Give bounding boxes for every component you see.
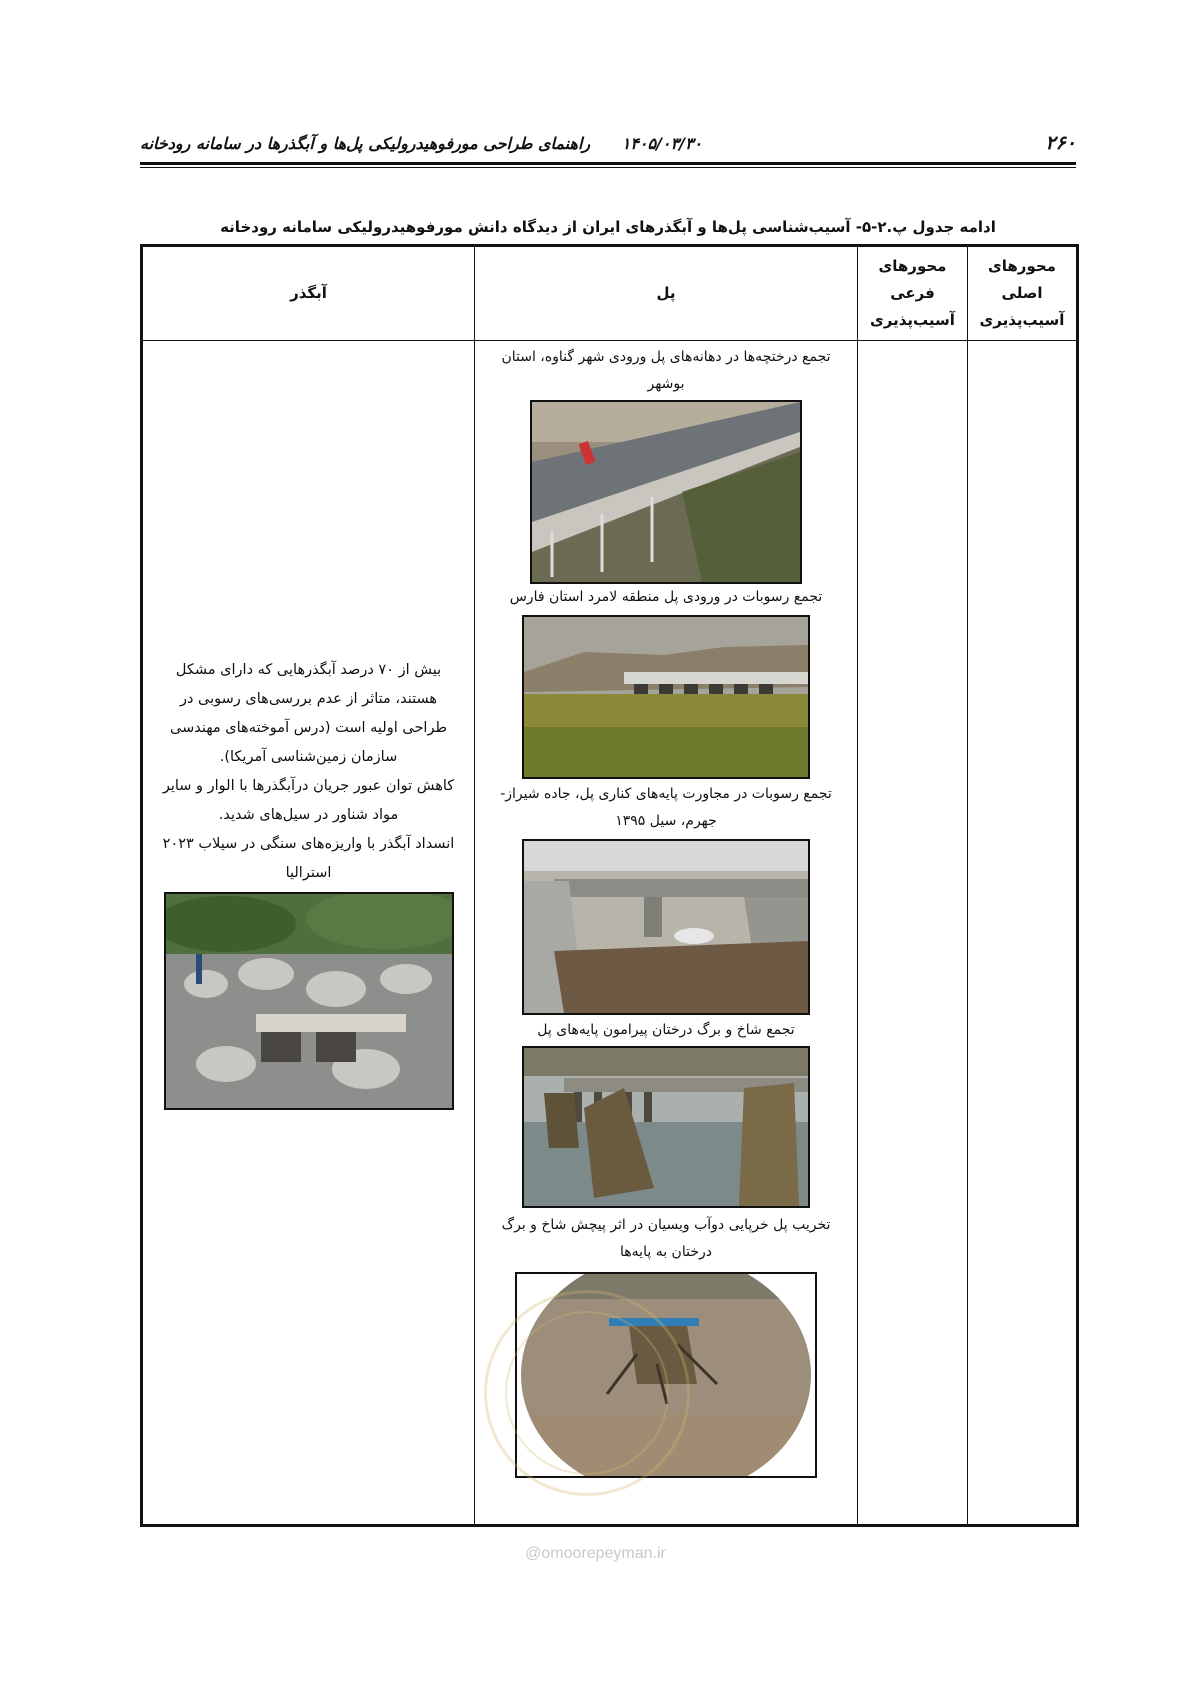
header-date: ۱۴۰۵/۰۳/۳۰ bbox=[621, 134, 703, 153]
culvert-paragraph-1: بیش از ۷۰ درصد آبگذرهایی که دارای مشکل هستند، متاثر از عدم بررسی‌های رسوبی در طراحی اولیه است (درس آموخته‌های مهندسی سازمان زمین‌شناسی آمریکا). bbox=[170, 661, 447, 765]
table-body-row bbox=[142, 341, 1078, 1526]
table-caption: ادامه جدول پ.۲-۵- آسیب‌شناسی پل‌ها و آبگذرهای ایران از دیدگاه دانش مورفوهیدرولیکی سامانه رودخانه bbox=[220, 218, 996, 236]
boulder-blocked-culvert-photo bbox=[164, 892, 454, 1110]
header-sub-axes-line2: فرعی bbox=[890, 284, 935, 302]
multi-span-bridge-photo bbox=[522, 615, 810, 779]
page-number: ۲۶۰ bbox=[1045, 132, 1076, 154]
bridge-caption-4: تجمع شاخ و برگ درختان پیرامون پایه‌های پل bbox=[537, 1022, 795, 1038]
vulnerability-table bbox=[140, 244, 1079, 1527]
running-title bbox=[140, 134, 702, 153]
debris-on-piers-photo bbox=[522, 1046, 810, 1208]
highway-bridge-photo bbox=[530, 400, 802, 584]
header-sub-axes-line3: آسیب‌پذیری bbox=[870, 311, 955, 329]
bridge-cell bbox=[475, 341, 858, 1526]
table-header-row bbox=[142, 246, 1078, 341]
header-sub-axes bbox=[858, 246, 968, 341]
bridge-caption-2: تجمع رسوبات در ورودی پل منطقه لامرد استان فارس bbox=[509, 589, 823, 605]
bridge-caption-5: تخریب پل خرپایی دوآب ویسیان در اثر پیچش شاخ و برگ درختان به پایه‌ها bbox=[501, 1217, 831, 1260]
sub-axes-cell bbox=[858, 341, 968, 1526]
collapsed-truss-bridge-photo bbox=[515, 1272, 817, 1478]
culvert-text bbox=[143, 656, 474, 888]
header-culvert: آبگذر bbox=[142, 246, 475, 341]
header-main-axes-line3: آسیب‌پذیری bbox=[979, 311, 1065, 329]
header-main-axes bbox=[968, 246, 1078, 341]
culvert-cell bbox=[142, 341, 475, 1526]
bridge-caption-3: تجمع رسوبات در مجاورت پایه‌های کناری پل، جاده شیراز-جهرم، سیل ۱۳۹۵ bbox=[500, 786, 832, 829]
header-rule-thin bbox=[140, 167, 1076, 168]
sediment-under-bridge-photo bbox=[522, 839, 810, 1015]
watermark-url: @omoorepeyman.ir bbox=[525, 1545, 666, 1562]
main-axes-cell bbox=[968, 341, 1078, 1526]
header-rule bbox=[140, 162, 1076, 165]
header-bridge: پل bbox=[475, 246, 858, 341]
header-sub-axes-line1: محورهای bbox=[878, 257, 947, 275]
header-title: راهنمای طراحی مورفوهیدرولیکی پل‌ها و آبگذرها در سامانه رودخانه bbox=[140, 134, 591, 153]
header-main-axes-line2: اصلی bbox=[1001, 284, 1043, 302]
bridge-caption-1: تجمع درختچه‌ها در دهانه‌های پل ورودی شهر گناوه، استان بوشهر bbox=[501, 349, 831, 392]
header-main-axes-line1: محورهای bbox=[988, 257, 1056, 275]
culvert-paragraph-2: کاهش توان عبور جریان درآبگذرها با الوار و سایر مواد شناور در سیل‌های شدید. bbox=[162, 777, 455, 823]
culvert-paragraph-3: انسداد آبگذر با واریزه‌های سنگی در سیلاب ۲۰۲۳ استرالیا bbox=[162, 835, 455, 881]
